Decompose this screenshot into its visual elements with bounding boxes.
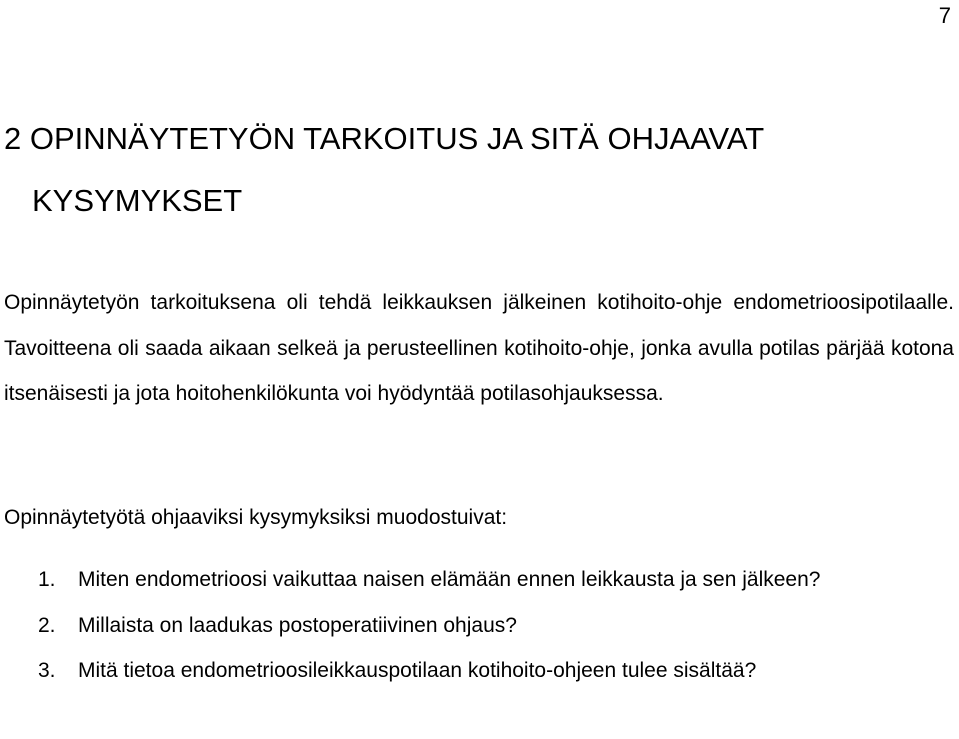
section-heading-line-1: 2 OPINNÄYTETYÖN TARKOITUS JA SITÄ OHJAAVAT — [4, 121, 765, 156]
question-text: Mitä tietoa endometrioosileikkauspotilaan kotihoito-ohjeen tulee sisältää? — [78, 659, 757, 682]
section-heading — [4, 108, 944, 232]
question-number: 3. — [38, 659, 56, 682]
section-heading-line-2: KYSYMYKSET — [32, 183, 243, 218]
question-text: Millaista on laadukas postoperatiivinen ohjaus? — [78, 613, 517, 637]
page-number: 7 — [938, 3, 951, 28]
question-item — [4, 557, 954, 603]
purpose-paragraph: Opinnäytetyön tarkoituksena oli tehdä leikkauksen jälkeinen kotihoito-ohje endometrioosipotilaalle. Tavoitteena oli saada aikaan selkeä ja perusteellinen kotihoito-ohje, jonka avulla potilas pärjää kotona itsenäisesti ja jota hoitohenkilökunta voi hyödyntää potilasohjauksessa. — [4, 291, 954, 405]
question-number: 2. — [38, 613, 56, 637]
question-text: Miten endometrioosi vaikuttaa naisen elämään ennen leikkausta ja sen jälkeen? — [78, 568, 821, 591]
questions-intro: Opinnäytetyötä ohjaaviksi kysymyksiksi muodostuivat: — [4, 506, 508, 529]
research-questions-list — [4, 557, 954, 694]
question-item — [4, 603, 954, 649]
question-item — [4, 648, 954, 694]
question-number: 1. — [38, 568, 56, 591]
